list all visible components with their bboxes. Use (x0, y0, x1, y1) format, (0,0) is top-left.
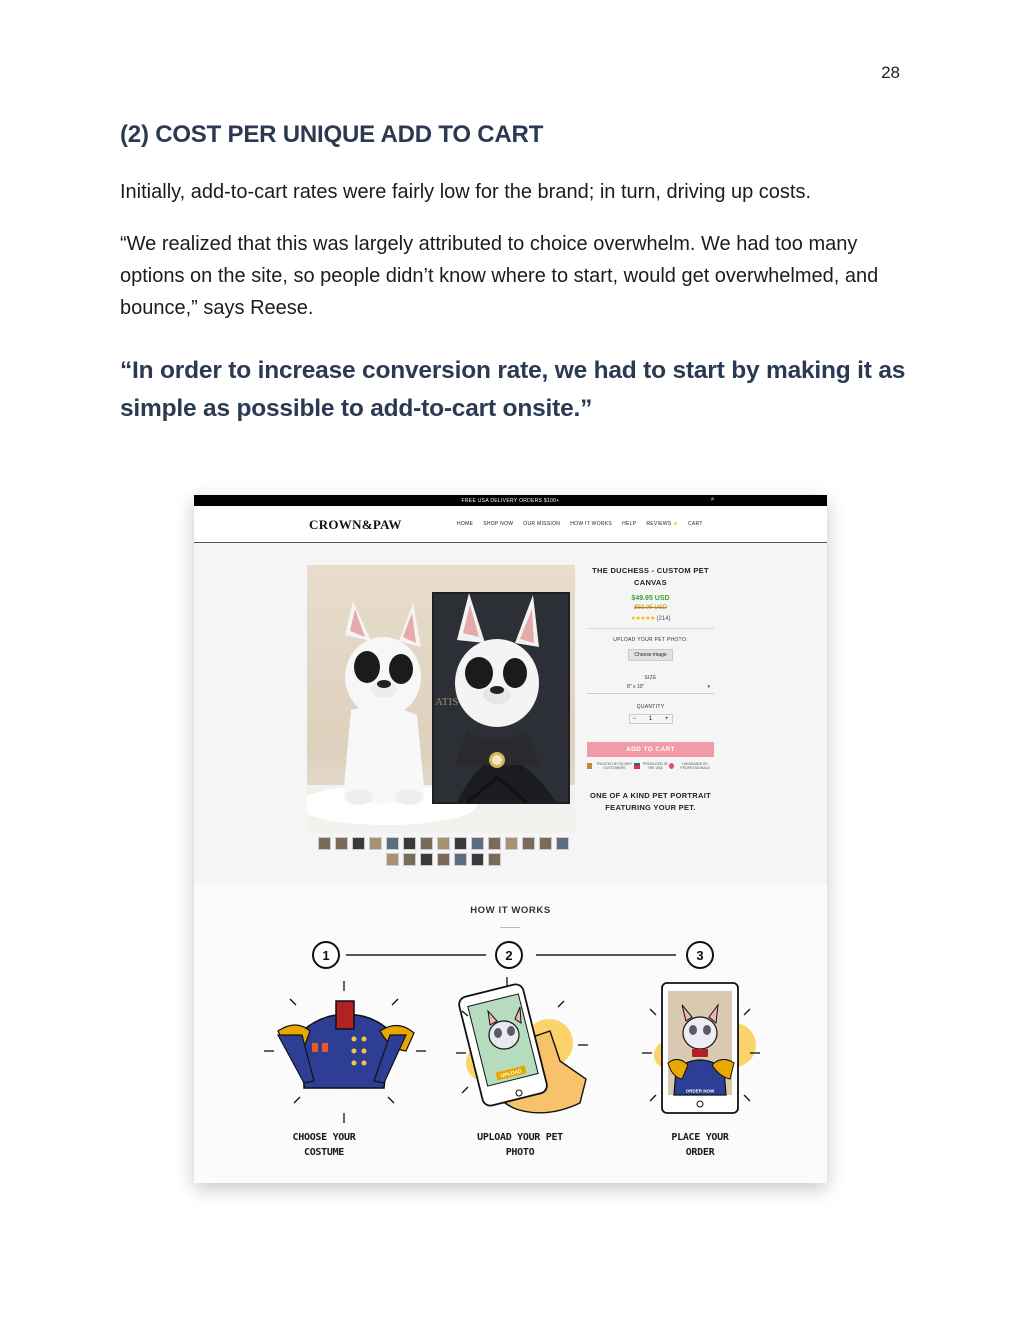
qty-value[interactable]: 1 (648, 716, 653, 722)
rating[interactable] (587, 615, 714, 622)
nav-our-mission[interactable]: OUR MISSION (523, 521, 561, 527)
qty-minus-button[interactable]: − (632, 716, 637, 722)
pull-quote: “In order to increase conversion rate, we had to start by making it as simple as possible to add-to-cart onsite.” (120, 357, 906, 422)
step-2-label: UPLOAD YOUR PET PHOTO (477, 1132, 563, 1158)
quantity-label: QUANTITY (636, 704, 665, 710)
costume-jacket-illustration (264, 981, 426, 1123)
thumbnail[interactable] (318, 837, 331, 850)
nav-reviews[interactable] (646, 521, 678, 527)
thumbnail[interactable] (352, 837, 365, 850)
trust-badges (587, 762, 714, 770)
heart-icon (669, 763, 674, 769)
product-section (194, 543, 827, 883)
size-label: SIZE (644, 675, 657, 681)
thumbnail[interactable] (437, 837, 450, 850)
thumbnail[interactable] (386, 837, 399, 850)
star-icon: ★ (673, 521, 678, 527)
review-count: (214) (656, 616, 671, 622)
qty-plus-button[interactable]: + (664, 716, 669, 722)
thumbnail[interactable] (556, 837, 569, 850)
thumbnail[interactable] (522, 837, 535, 850)
badge-usa: PRODUCED IN THE USA (642, 762, 668, 770)
chevron-down-icon: ▾ (707, 684, 710, 690)
main-nav (457, 521, 703, 527)
upload-phone-illustration (456, 977, 588, 1113)
site-header (194, 506, 827, 543)
thumbnail[interactable] (403, 837, 416, 850)
upload-label: UPLOAD YOUR PET PHOTO: (613, 637, 688, 643)
product-title: THE DUCHESS - CUSTOM PET CANVAS (592, 566, 709, 587)
step-1-number: 1 (322, 948, 330, 963)
thumbnail[interactable] (471, 853, 484, 866)
store-screenshot (194, 495, 827, 1183)
search-icon[interactable]: ⌕ (710, 496, 715, 503)
dog-portrait-illustration (307, 565, 575, 833)
thumbnail[interactable] (369, 837, 382, 850)
choose-image-button[interactable]: Choose image (628, 649, 672, 661)
page-number: 28 (881, 63, 900, 82)
nav-cart[interactable]: CART (688, 521, 703, 527)
reese-quote-paragraph: “We realized that this was largely attributed to choice overwhelm. We had too many options on the site, so people didn’t know where to start, would get overwhelmed, and bounce,” says Reese. (120, 233, 879, 319)
step-2-number: 2 (505, 948, 513, 963)
upload-phone-text: UPLOAD (500, 1068, 523, 1080)
thumbnail[interactable] (420, 837, 433, 850)
order-phone-text: ORDER NOW (685, 1088, 715, 1094)
thumbnail[interactable] (471, 837, 484, 850)
quantity-stepper (629, 714, 673, 724)
nav-how-it-works[interactable]: HOW IT WORKS (570, 521, 613, 527)
section-heading: (2) COST PER UNIQUE ADD TO CART (120, 121, 544, 148)
step-3-label: PLACE YOUR ORDER (671, 1132, 729, 1158)
nav-reviews-label: REVIEWS (646, 521, 672, 527)
how-it-works-section (194, 883, 827, 1183)
crown-badge-icon (587, 763, 592, 769)
step-1-label: CHOOSE YOUR COSTUME (292, 1132, 356, 1158)
announcement-text: FREE USA DELIVERY ORDERS $100+ (461, 497, 560, 504)
thumbnail[interactable] (454, 837, 467, 850)
intro-paragraph: Initially, add-to-cart rates were fairly low for the brand; in turn, driving up costs. (120, 181, 812, 203)
step-1-number-badge (313, 942, 339, 968)
step-2-number-badge (496, 942, 522, 968)
product-image[interactable] (307, 565, 575, 833)
thumbnail[interactable] (454, 853, 467, 866)
thumbnail[interactable] (403, 853, 416, 866)
thumbnail[interactable] (335, 837, 348, 850)
product-tagline: ONE OF A KIND PET PORTRAIT FEATURING YOUR PET. (590, 791, 711, 812)
rating-stars-icon: ★★★★★ (630, 616, 655, 622)
buy-box (587, 565, 714, 814)
nav-shop-now[interactable]: SHOP NOW (483, 521, 514, 527)
thumbnail[interactable] (505, 837, 518, 850)
badge-trusted: TRUSTED BY 50,000+ CUSTOMERS (596, 762, 633, 770)
announcement-bar (194, 495, 827, 506)
nav-help[interactable]: HELP (622, 521, 637, 527)
store-logo[interactable]: CROWN&PAW (309, 517, 402, 532)
thumbnail[interactable] (420, 853, 433, 866)
size-value: 8" x 10" (627, 684, 645, 690)
size-select[interactable] (587, 684, 714, 694)
canvas-text: ATIS (435, 696, 459, 708)
compare-price: $59.95 USD (634, 605, 667, 611)
usa-flag-icon (634, 763, 639, 769)
thumbnail[interactable] (437, 853, 450, 866)
add-to-cart-button[interactable]: ADD TO CART (587, 742, 714, 757)
thumbnail[interactable] (386, 853, 399, 866)
step-3-number: 3 (696, 948, 704, 963)
order-phone-illustration (642, 983, 760, 1113)
divider (587, 628, 714, 629)
nav-home[interactable]: HOME (457, 521, 474, 527)
badge-handmade: HANDMADE BY PROFESSIONALS (680, 762, 710, 770)
how-it-works-title: HOW IT WORKS (470, 905, 551, 916)
step-3-number-badge (687, 942, 713, 968)
thumbnail-strip (314, 837, 572, 866)
thumbnail[interactable] (488, 837, 501, 850)
sale-price: $49.95 USD (631, 595, 670, 602)
thumbnail[interactable] (539, 837, 552, 850)
thumbnail[interactable] (488, 853, 501, 866)
